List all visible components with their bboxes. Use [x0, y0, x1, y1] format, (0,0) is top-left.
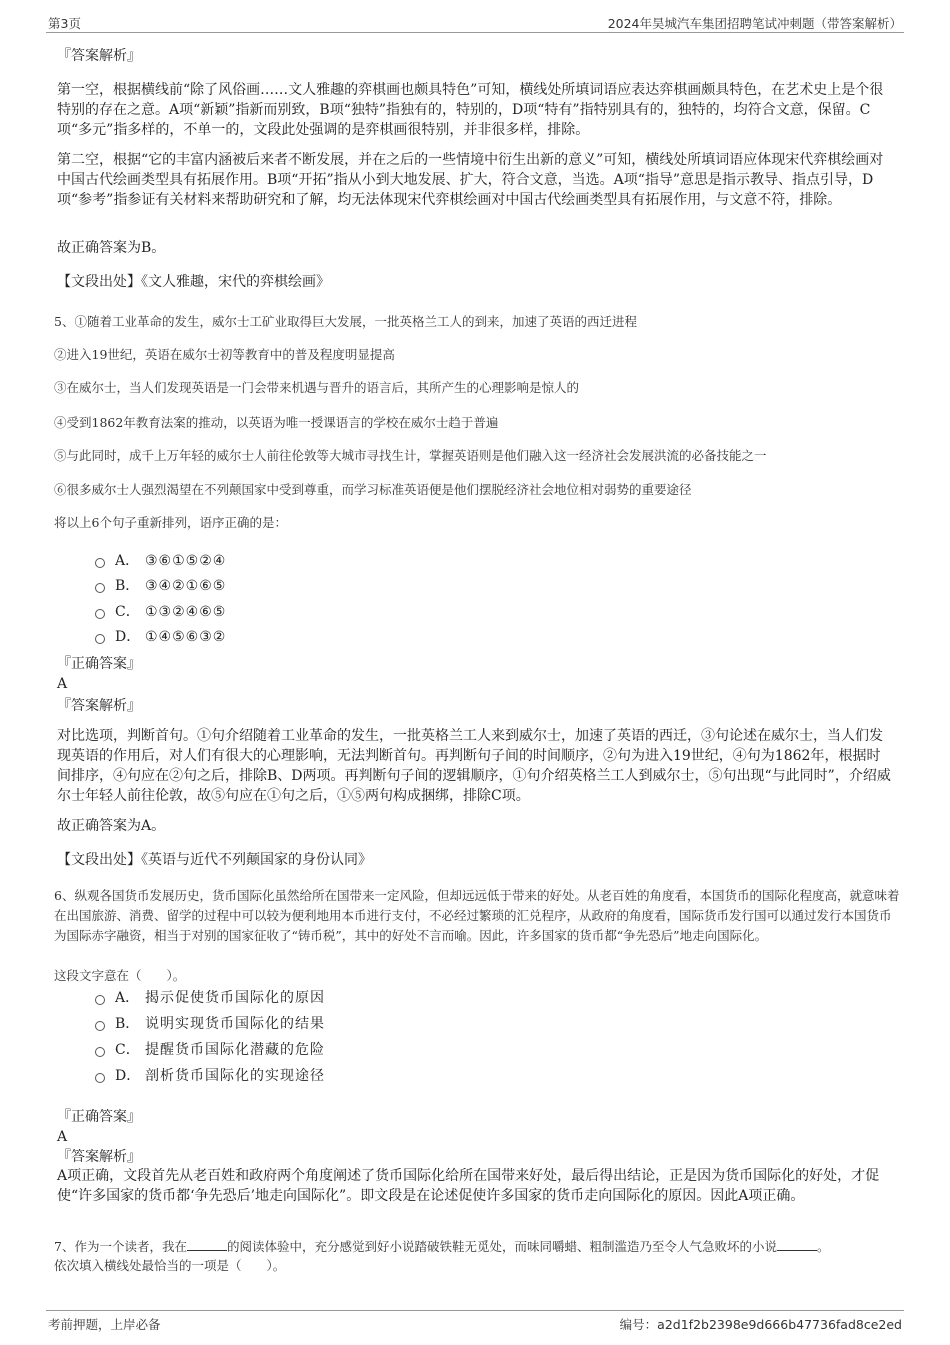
- document-id: 编号：a2d1f2b2398e9d666b47736fad8ce2ed: [619, 1317, 902, 1332]
- q6-analysis: A项正确，文段首先从老百姓和政府两个角度阐述了货币国际化给所在国带来好处，最后得出结论，正是因为货币国际化的好处，才促使“许多国家的货币都‘争先恐后’地走向国际化”。即文段是在论述促使许多国家的货币走向国际化的原因。因此A项正确。: [57, 1168, 880, 1204]
- q5-answer-label: 『正确答案』: [57, 656, 141, 672]
- radio-icon[interactable]: [95, 995, 105, 1005]
- q5-option-a[interactable]: A． ③⑥①⑤②④: [95, 551, 226, 571]
- q4-conclusion: 故正确答案为B。: [57, 240, 166, 256]
- q5-answer: A: [57, 676, 68, 692]
- q4-source: 【文段出处】《文人雅趣，宋代的弈棋绘画》: [57, 274, 330, 290]
- radio-icon[interactable]: [95, 558, 105, 568]
- q6-option-b[interactable]: B． 说明实现货币国际化的结果: [95, 1014, 325, 1034]
- q5-sentence-3: ③在威尔士，当人们发现英语是一门会带来机遇与晋升的语言后，其所产生的心理影响是惊人的: [54, 380, 580, 395]
- q5-analysis-label: 『答案解析』: [57, 698, 141, 714]
- q5-option-d[interactable]: D． ①④⑤⑥③②: [95, 627, 226, 647]
- radio-icon[interactable]: [95, 609, 105, 619]
- q5-analysis: 对比选项，判断首句。①句介绍随着工业革命的发生，一批英格兰工人来到威尔士，加速了英语的西迁，③句论述在威尔士，当人们发现英语的作用后，对人们有很大的心理影响，无法判断首句。再判断句子间的时间顺序，②句为进入19世纪，④句为1862年，根据时间排序，④句应在②句之后，排除B、D两项。再判断句子间的逻辑顺序，①句介绍英格兰工人到威尔士，⑤句出现“与此同时”，介绍威尔士年轻人前往伦敦，故⑤句应在①句之后，①⑤两句构成捆绑，排除C项。: [57, 728, 891, 804]
- q5-prompt: 将以上6个句子重新排列，语序正确的是：: [54, 515, 287, 530]
- q5-sentence-4: ④受到1862年教育法案的推动，以英语为唯一授课语言的学校在威尔士趋于普遍: [54, 415, 499, 430]
- q5-conclusion: 故正确答案为A。: [57, 818, 166, 834]
- q5-source: 【文段出处】《英语与近代不列颠国家的身份认同》: [57, 852, 372, 868]
- q5-sentence-6: ⑥很多威尔士人强烈渴望在不列颠国家中受到尊重，而学习标准英语便是他们摆脱经济社会地位相对弱势的重要途径: [54, 482, 692, 497]
- q5-sentence-2: ②进入19世纪，英语在威尔士初等教育中的普及程度明显提高: [54, 347, 395, 362]
- q5-sentence-5: ⑤与此同时，成千上万年轻的威尔士人前往伦敦等大城市寻找生计，掌握英语则是他们融入这一经济社会发展洪流的必备技能之一: [54, 448, 767, 463]
- q4-analysis-label: 『答案解析』: [57, 48, 141, 64]
- q4-analysis-para2: 第二空，根据“它的丰富内涵被后来者不断发展，并在之后的一些情境中衍生出新的意义”可知，横线处所填词语应体现宋代弈棋绘画对中国古代绘画类型具有拓展作用。B项“开拓”指从小到大地发展、扩大，符合文意，当选。A项“指导”意思是指示教导、指点引导，D项“参考”指参证有关材料来帮助研究和了解，均无法体现宋代弈棋绘画对中国古代绘画类型具有拓展作用，与文意不符，排除。: [57, 152, 884, 208]
- q7-stem: 7、作为一个读者，我在 的阅读体验中，充分感觉到好小说踏破铁鞋无觅处，而味同嚼蜡、粗制滥造乃至令人气急败坏的小说 。: [54, 1239, 830, 1254]
- footer-slogan: 考前押题，上岸必备: [48, 1317, 161, 1332]
- q5-option-c[interactable]: C． ①③②④⑥⑤: [95, 602, 226, 622]
- radio-icon[interactable]: [95, 1073, 105, 1083]
- blank-line: [777, 1238, 817, 1251]
- page-header: [46, 12, 904, 33]
- radio-icon[interactable]: [95, 1021, 105, 1031]
- q7-prompt: 依次填入横线处最恰当的一项是（ ）。: [54, 1258, 286, 1273]
- q4-analysis-para1: 第一空，根据横线前“除了风俗画……文人雅趣的弈棋画也颇具特色”可知，横线处所填词语应表达弈棋画颇具特色，在艺术史上是个很特别的存在之意。A项“新颖”指新而别致，B项“独特”指独有的，特别的，D项“特有”指特别具有的，独特的，均符合文意，保留。C项“多元”指多样的，不单一的，文段此处强调的是弈棋画很特别，并非很多样，排除。: [57, 82, 884, 138]
- q6-option-a[interactable]: A． 揭示促使货币国际化的原因: [95, 988, 325, 1008]
- blank-line: [187, 1238, 227, 1251]
- q6-analysis-label: 『答案解析』: [57, 1149, 141, 1165]
- q6-option-d[interactable]: D． 剖析货币国际化的实现途径: [95, 1066, 325, 1086]
- q5-option-b[interactable]: B． ③④②①⑥⑤: [95, 576, 226, 596]
- document-title: 2024年昊城汽车集团招聘笔试冲刺题（带答案解析）: [607, 16, 902, 31]
- q6-prompt: 这段文字意在（ ）。: [54, 968, 186, 983]
- page-number: 第3页: [48, 16, 81, 31]
- q6-stem: 6、纵观各国货币发展历史，货币国际化虽然给所在国带来一定风险，但却远远低于带来的好处。从老百姓的角度看，本国货币的国际化程度高，就意味着在出国旅游、消费、留学的过程中可以较为便利地用本币进行支付，不必经过繁琐的汇兑程序，从政府的角度看，国际货币发行国可以通过发行本国货币为国际赤字融资，相当于对别的国家征收了“铸币税”，其中的好处不言而喻。因此，许多国家的货币都“争先恐后”地走向国际化。: [54, 888, 900, 943]
- radio-icon[interactable]: [95, 583, 105, 593]
- page-footer: [46, 1310, 904, 1333]
- q6-option-c[interactable]: C． 提醒货币国际化潜藏的危险: [95, 1040, 325, 1060]
- radio-icon[interactable]: [95, 1047, 105, 1057]
- radio-icon[interactable]: [95, 634, 105, 644]
- q6-answer: A: [57, 1129, 68, 1145]
- q5-stem: 5、①随着工业革命的发生，威尔士工矿业取得巨大发展，一批英格兰工人的到来，加速了英语的西迁进程: [54, 314, 637, 329]
- q6-answer-label: 『正确答案』: [57, 1109, 141, 1125]
